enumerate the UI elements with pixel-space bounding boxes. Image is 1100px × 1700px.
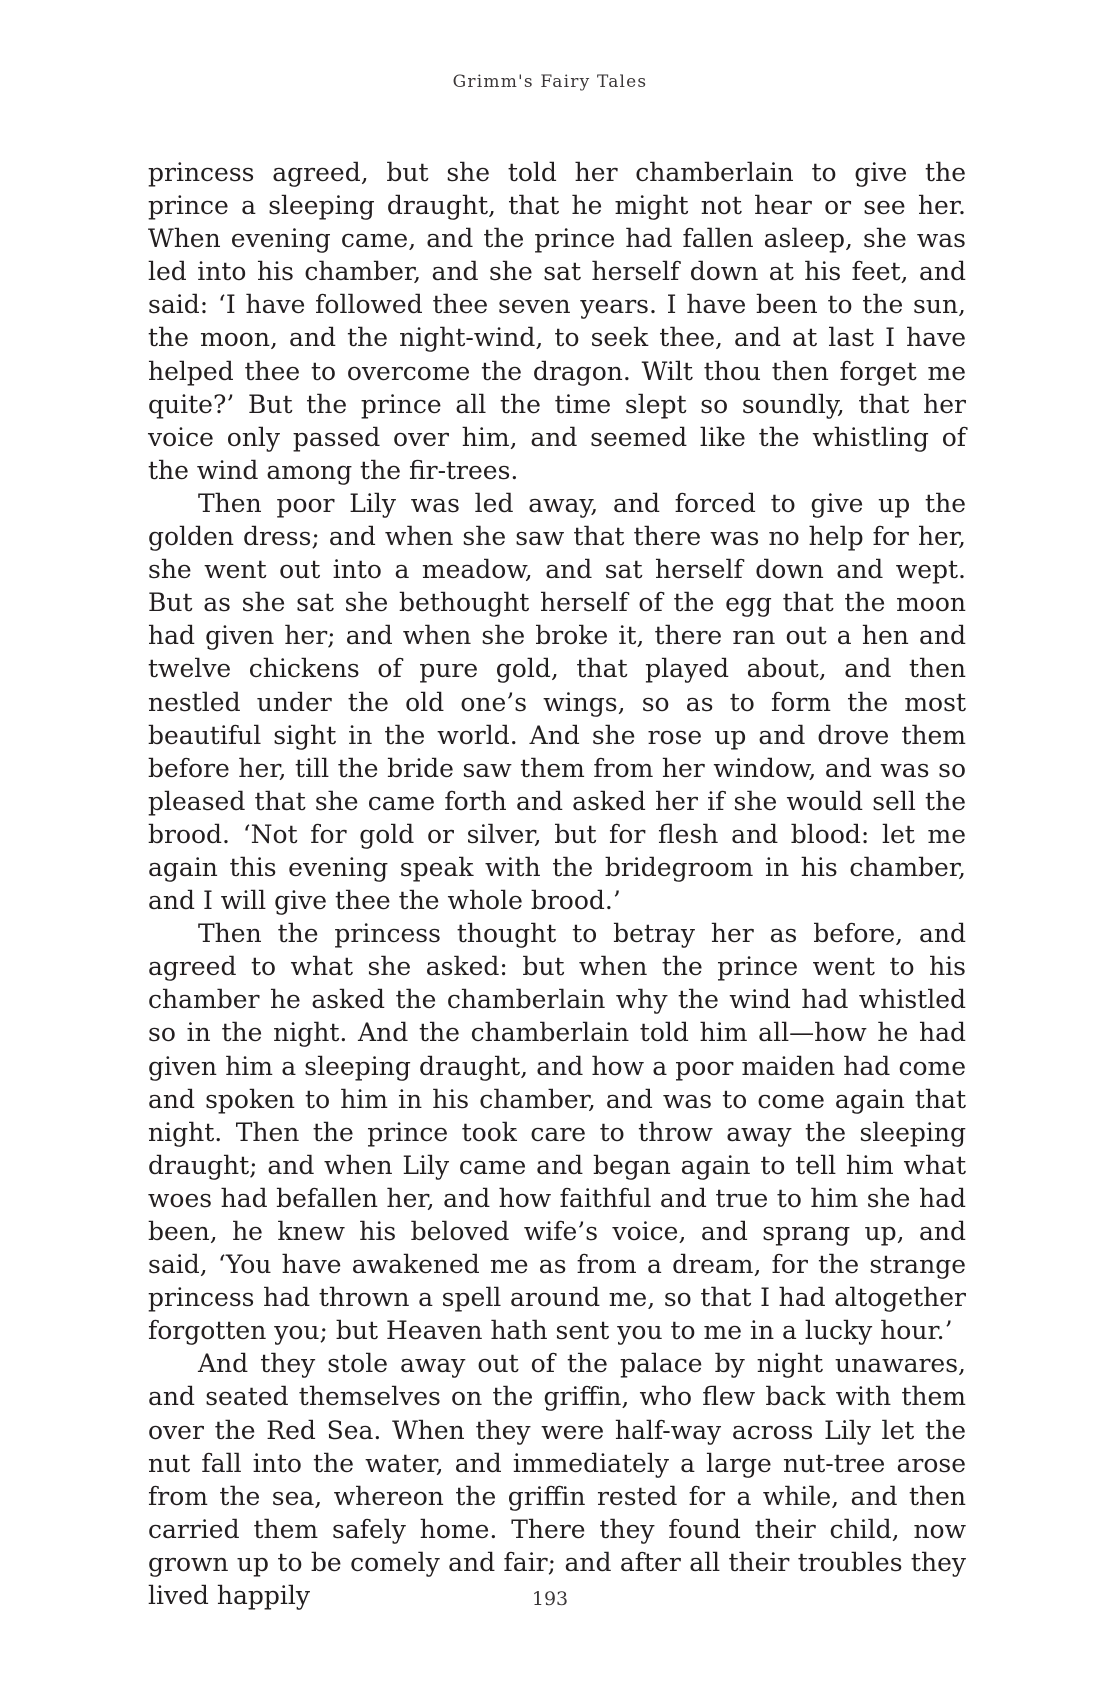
body-text [148, 156, 966, 1612]
paragraph-1: princess agreed, but she told her chamberlain to give the prince a sleeping draught, that he might not hear or see her. When evening came, and the prince had fallen asleep, she was led into his chamber, and she sat herself down at his feet, and said: ‘I have followed thee seven years. I have been to the sun, the moon, and the night-wind, to seek thee, and at last I have helped thee to overcome the dragon. Wilt thou then forget me quite?’ But the prince all the time slept so soundly, that her voice only passed over him, and seemed like the whistling of the wind among the fir-trees. [148, 158, 966, 485]
page-number: 193 [531, 1588, 569, 1610]
paragraph-3: Then the princess thought to betray her as before, and agreed to what she asked: but when the prince went to his chamber he asked the chamberlain why the wind had whistled so in the night. And the chamberlain told him all—how he had given him a sleeping draught, and how a poor maiden had come and spoken to him in his chamber, and was to come again that night. Then the prince took care to throw away the sleeping draught; and when Lily came and began again to tell him what woes had befallen her, and how faithful and true to him she had been, he knew his beloved wife’s voice, and sprang up, and said, ‘You have awakened me as from a dream, for the strange princess had thrown a spell around me, so that I had altogether forgotten you; but Heaven hath sent you to me in a lucky hour.’ [148, 919, 966, 1346]
paragraph-4: And they stole away out of the palace by night unawares, and seated themselves on the griffin, who flew back with them over the Red Sea. When they were half-way across Lily let the nut fall into the water, and immediately a large nut-tree arose from the sea, whereon the griffin rested for a while, and then carried them safely home. There they found their child, now grown up to be comely and fair; and after all their troubles they lived happily [148, 1349, 966, 1611]
running-head: Grimm's Fairy Tales [452, 72, 648, 92]
paragraph-2: Then poor Lily was led away, and forced to give up the golden dress; and when she saw that there was no help for her, she went out into a meadow, and sat herself down and wept. But as she sat she bethought herself of the egg that the moon had given her; and when she broke it, there ran out a hen and twelve chickens of pure gold, that played about, and then nestled under the old one’s wings, so as to form the most beautiful sight in the world. And she rose up and drove them before her, till the bride saw them from her window, and was so pleased that she came forth and asked her if she would sell the brood. ‘Not for gold or silver, but for flesh and blood: let me again this evening speak with the bridegroom in his chamber, and I will give thee the whole brood.’ [148, 488, 966, 916]
